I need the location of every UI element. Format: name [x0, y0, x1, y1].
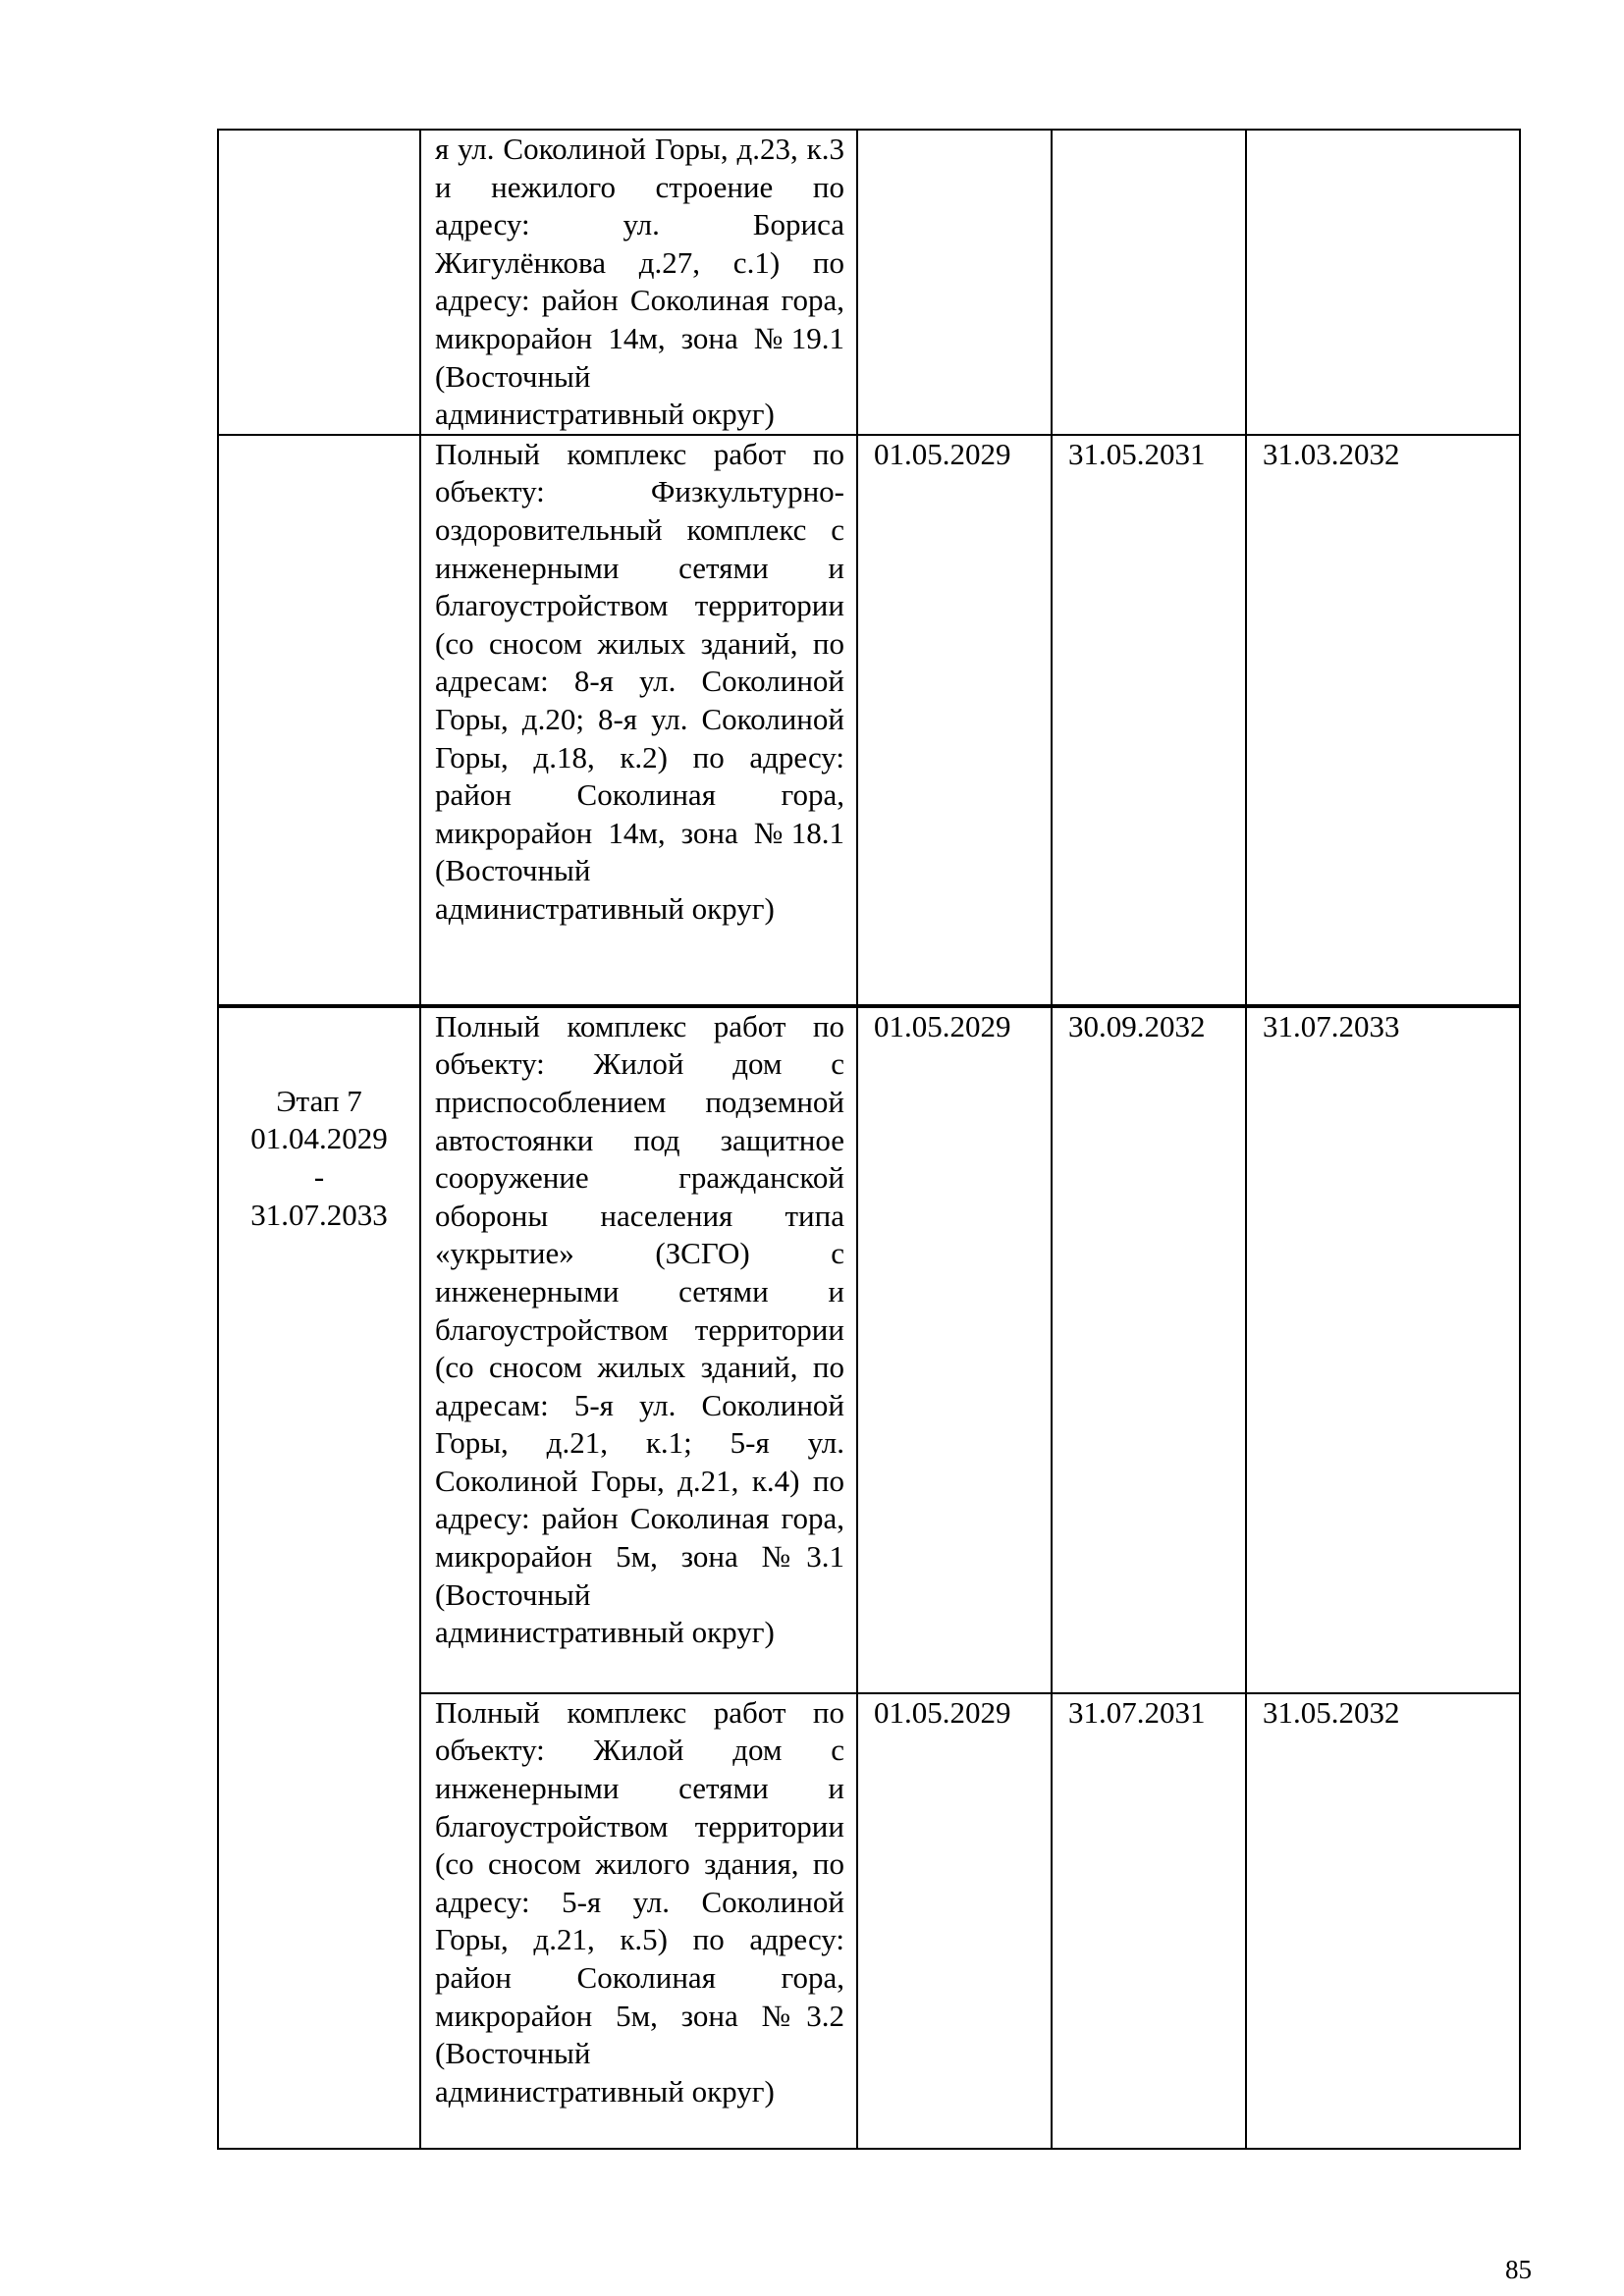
object-description: Полный комплекс работ по объекту: Жилой дом с инженерными сетями и благоустройством территории (со сносом жилого здания, по адресу: 5-я ул. Соколиной Горы, д.21, к.5) по адресу: район Соколиная гора, микрорайон 5м, зона №3.2 (Восточный административный округ) [420, 1693, 857, 2149]
start-date [857, 130, 1052, 435]
construction-end-date: 31.05.2031 [1052, 435, 1246, 1006]
start-date: 01.05.2029 [857, 1693, 1052, 2149]
stage-start-date: 01.04.2029 [250, 1121, 388, 1156]
construction-end-date [1052, 130, 1246, 435]
completion-date: 31.07.2033 [1246, 1006, 1520, 1693]
table-row [218, 435, 1520, 1006]
object-description: Полный комплекс работ по объекту: Жилой дом с приспособлением подземной автостоянки под защитное сооружение гражданской обороны населения типа «укрытие» (ЗСГО) с инженерными сетями и благоустройством территории (со сносом жилых зданий, по адресам: 5-я ул. Соколиной Горы, д.21, к.1; 5-я ул. Соколиной Горы, д.21, к.4) по адресу: район Соколиная гора, микрорайон 5м, зона №3.1 (Восточный административный округ) [420, 1006, 857, 1693]
stage-date-separator: - [313, 1158, 325, 1194]
object-description: я ул. Соколиной Горы, д.23, к.3 и нежилого строение по адресу: ул. Бориса Жигулёнкова д.27, с.1) по адресу: район Соколиная гора, микрорайон 14м, зона №19.1 (Восточный административный округ) [420, 130, 857, 435]
construction-end-date: 30.09.2032 [1052, 1006, 1246, 1693]
object-description: Полный комплекс работ по объекту: Физкультурно-оздоровительный комплекс с инженерными сетями и благоустройством территории (со сносом жилых зданий, по адресам: 8-я ул. Соколиной Горы, д.20; 8-я ул. Соколиной Горы, д.18, к.2) по адресу: район Соколиная гора, микрорайон 14м, зона №18.1 (Восточный административный округ) [420, 435, 857, 1006]
stage-cell [218, 130, 420, 435]
completion-date: 31.03.2032 [1246, 435, 1520, 1006]
stage-name: Этап 7 [276, 1083, 362, 1118]
stage-end-date: 31.07.2033 [250, 1197, 388, 1232]
stage-cell [218, 1006, 420, 2149]
schedule-table [217, 129, 1521, 2150]
table-row [218, 1006, 1520, 1693]
start-date: 01.05.2029 [857, 435, 1052, 1006]
stage-cell [218, 435, 420, 1006]
table-row [218, 130, 1520, 435]
page-number: 85 [1505, 2255, 1532, 2284]
construction-end-date: 31.07.2031 [1052, 1693, 1246, 2149]
start-date: 01.05.2029 [857, 1006, 1052, 1693]
completion-date [1246, 130, 1520, 435]
completion-date: 31.05.2032 [1246, 1693, 1520, 2149]
